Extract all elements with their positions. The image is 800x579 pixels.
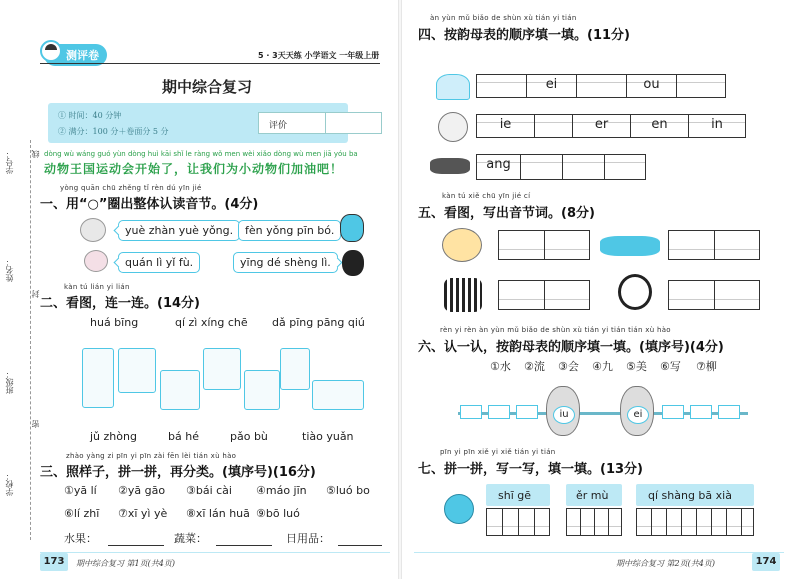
dog-icon xyxy=(438,112,468,142)
q2-top-3[interactable]: dǎ pīng pāng qiú xyxy=(272,316,365,329)
q4-cell-en: en xyxy=(651,117,668,132)
q4-row-2[interactable] xyxy=(476,114,746,138)
q1-bubble-1[interactable]: yuè zhàn yuè yǒng. xyxy=(118,220,240,241)
panda-icon xyxy=(618,274,652,310)
q5-answer-zebra[interactable] xyxy=(498,280,590,310)
q3-opt-3: ③bái cài xyxy=(186,484,232,497)
q6-tag-ei: ei xyxy=(627,406,649,424)
q6-opt-2: ②流 xyxy=(524,360,545,373)
q6-box-5[interactable] xyxy=(690,405,712,419)
q3-opt-7: ⑦xī yì yè xyxy=(118,507,168,520)
student-number-label: 学号： xyxy=(5,150,14,174)
q3-veg-answer-line[interactable] xyxy=(216,545,272,546)
lion-icon xyxy=(442,228,482,262)
crocodile-icon xyxy=(600,236,660,256)
q2-bottom-3[interactable]: pǎo bù xyxy=(230,430,268,443)
time-limit: ① 时间：40 分钟 xyxy=(58,111,122,120)
class-label: 班级： xyxy=(5,370,14,394)
q2-top-2[interactable]: qí zì xíng chē xyxy=(175,316,248,329)
q4-pinyin: àn yùn mǔ biǎo de shùn xù tián yi tián xyxy=(430,14,577,22)
q4-cell-ie: ie xyxy=(499,117,512,132)
right-footer-rule xyxy=(414,552,784,553)
q2-pic-elephant-lift[interactable] xyxy=(160,370,200,410)
q2-pic-monkey[interactable] xyxy=(244,370,280,410)
q2-bottom-4[interactable]: tiào yuǎn xyxy=(302,430,354,443)
q5-pinyin: kàn tú xiě chū yīn jié cí xyxy=(442,192,531,200)
q4-cell-ou: ou xyxy=(643,77,660,92)
q4-cell-ei: ei xyxy=(545,77,558,92)
anteater-icon xyxy=(430,158,470,174)
q4-row-3[interactable] xyxy=(476,154,646,180)
q7-answer-1[interactable] xyxy=(486,508,550,536)
q3-heading: 三、照样子，拼一拼，再分类。(填序号)(16分) xyxy=(40,465,316,480)
q7-pinyin: pīn yi pīn xiě yi xiě tián yi tián xyxy=(440,448,556,456)
page-title: 期中综合复习 xyxy=(162,78,253,96)
binding-secret-label: 密 xyxy=(31,420,40,428)
q3-opt-5: ⑤luó bo xyxy=(326,484,370,497)
q7-word-3: qí shàng bā xià xyxy=(648,489,732,502)
penguin-icon xyxy=(342,250,364,276)
q2-pic-tug[interactable] xyxy=(312,380,364,410)
q1-bubble-4[interactable]: yīng dé shèng lì. xyxy=(233,252,338,273)
q6-opt-5: ⑤美 xyxy=(626,360,647,373)
frog-icon xyxy=(444,494,474,524)
q6-opt-6: ⑥写 xyxy=(660,360,681,373)
q6-opt-3: ③会 xyxy=(558,360,579,373)
q3-daily-answer-line[interactable] xyxy=(338,545,382,546)
q3-opt-9: ⑨bō luó xyxy=(256,507,300,520)
q4-cell-er: er xyxy=(594,117,609,132)
q3-cat-veg: 蔬菜： xyxy=(174,532,207,545)
q6-box-3[interactable] xyxy=(516,405,538,419)
q3-opt-8: ⑧xī lán huā xyxy=(186,507,250,520)
rating-box[interactable] xyxy=(258,112,382,134)
left-page-number: 173 xyxy=(40,553,68,571)
q5-answer-lion[interactable] xyxy=(498,230,590,260)
q3-opt-2: ②yā gāo xyxy=(118,484,166,497)
q3-opt-1: ①yā lí xyxy=(64,484,97,497)
binding-line-label: 线 xyxy=(31,150,40,158)
q5-heading: 五、看图，写出音节词。(8分) xyxy=(418,206,595,221)
q6-box-2[interactable] xyxy=(488,405,510,419)
snail-icon xyxy=(436,74,470,100)
q1-pinyin: yòng quān chū zhěng tǐ rèn dú yīn jié xyxy=(60,184,202,192)
student-avatar-icon xyxy=(40,40,62,62)
q6-box-6[interactable] xyxy=(718,405,740,419)
q3-cat-fruit: 水果： xyxy=(64,532,97,545)
q2-pinyin: kàn tú lián yi lián xyxy=(64,283,130,291)
intro-text: 动物王国运动会开始了，让我们为小动物们加油吧！ xyxy=(44,162,344,176)
page-gutter xyxy=(398,0,402,579)
q2-top-1[interactable]: huá bīng xyxy=(90,316,139,329)
q6-tag-iu: iu xyxy=(553,406,575,424)
zebra-icon xyxy=(444,278,482,312)
full-score: ② 满分：100 分＋卷面分 5 分 xyxy=(58,127,169,136)
q4-heading: 四、按韵母表的顺序填一填。(11分) xyxy=(418,28,630,43)
q6-opt-7: ⑦柳 xyxy=(696,360,717,373)
q7-answer-2[interactable] xyxy=(566,508,622,536)
info-box xyxy=(48,103,348,143)
series-header: 5 · 3天天练 小学语文 一年级上册 xyxy=(258,51,380,60)
q7-answer-3[interactable] xyxy=(636,508,754,536)
right-page-number: 174 xyxy=(752,553,780,571)
q4-cell-in: in xyxy=(711,117,723,132)
q6-box-4[interactable] xyxy=(662,405,684,419)
pig-icon xyxy=(84,250,108,272)
intro-pinyin: dòng wù wáng guó yùn dòng huì kāi shǐ le ràng wǒ men wèi xiǎo dòng wù men jiā yóu ba xyxy=(44,150,358,158)
q1-bubble-2[interactable]: fèn yǒng pīn bó. xyxy=(238,220,341,241)
q2-bottom-2[interactable]: bá hé xyxy=(168,430,199,443)
q5-answer-panda[interactable] xyxy=(668,280,760,310)
rating-label: 评价 xyxy=(269,121,288,131)
q4-row-1[interactable] xyxy=(476,74,726,98)
q6-box-1[interactable] xyxy=(460,405,482,419)
test-badge: 测评卷 xyxy=(44,44,107,66)
left-footer-rule xyxy=(40,552,390,553)
bird-icon xyxy=(340,214,364,242)
q1-bubble-3[interactable]: quán lì yǐ fù. xyxy=(118,252,200,273)
binding-dashed-line xyxy=(30,140,31,540)
name-label: 姓名： xyxy=(5,258,14,282)
q2-pic-cat-skate[interactable] xyxy=(203,348,241,390)
q7-heading: 七、拼一拼，写一写，填一填。(13分) xyxy=(418,462,643,477)
q2-pic-panda-pingpong[interactable] xyxy=(118,348,156,393)
sheep-icon xyxy=(80,218,106,242)
q6-opt-4: ④九 xyxy=(592,360,613,373)
q3-cat-daily: 日用品： xyxy=(286,532,330,545)
q3-opt-6: ⑥lí zhī xyxy=(64,507,100,520)
q2-heading: 二、看图，连一连。(14分) xyxy=(40,296,200,311)
q1-heading: 一、用“○”圈出整体认读音节。(4分) xyxy=(40,197,259,212)
q3-pinyin: zhào yàng zi pīn yi pīn zài fēn lèi tián xù hào xyxy=(66,452,237,460)
q7-word-1: shī gē xyxy=(498,489,532,502)
q2-bottom-1[interactable]: jǔ zhòng xyxy=(90,430,137,443)
school-label: 学校： xyxy=(5,472,14,496)
q6-heading: 六、认一认，按韵母表的顺序填一填。(填序号)(4分) xyxy=(418,340,724,355)
q3-opt-4: ④máo jīn xyxy=(256,484,307,497)
q7-word-2: ěr mù xyxy=(576,489,609,502)
right-footer: 期中综合复习 第2页(共4页) xyxy=(616,559,715,568)
q6-opt-1: ①水 xyxy=(490,360,511,373)
q4-cell-ang: ang xyxy=(486,157,511,172)
q2-pic-cat-bike[interactable] xyxy=(280,348,310,390)
q2-pic-1[interactable] xyxy=(82,348,114,408)
header-rule xyxy=(40,63,380,64)
q3-fruit-answer-line[interactable] xyxy=(108,545,164,546)
q5-answer-crocodile[interactable] xyxy=(668,230,760,260)
q6-pinyin: rèn yi rèn àn yùn mǔ biǎo de shùn xù tián yi tián tián xù hào xyxy=(440,326,671,334)
binding-seal-label: 封 xyxy=(31,290,40,298)
left-footer: 期中综合复习 第1页(共4页) xyxy=(76,559,175,568)
